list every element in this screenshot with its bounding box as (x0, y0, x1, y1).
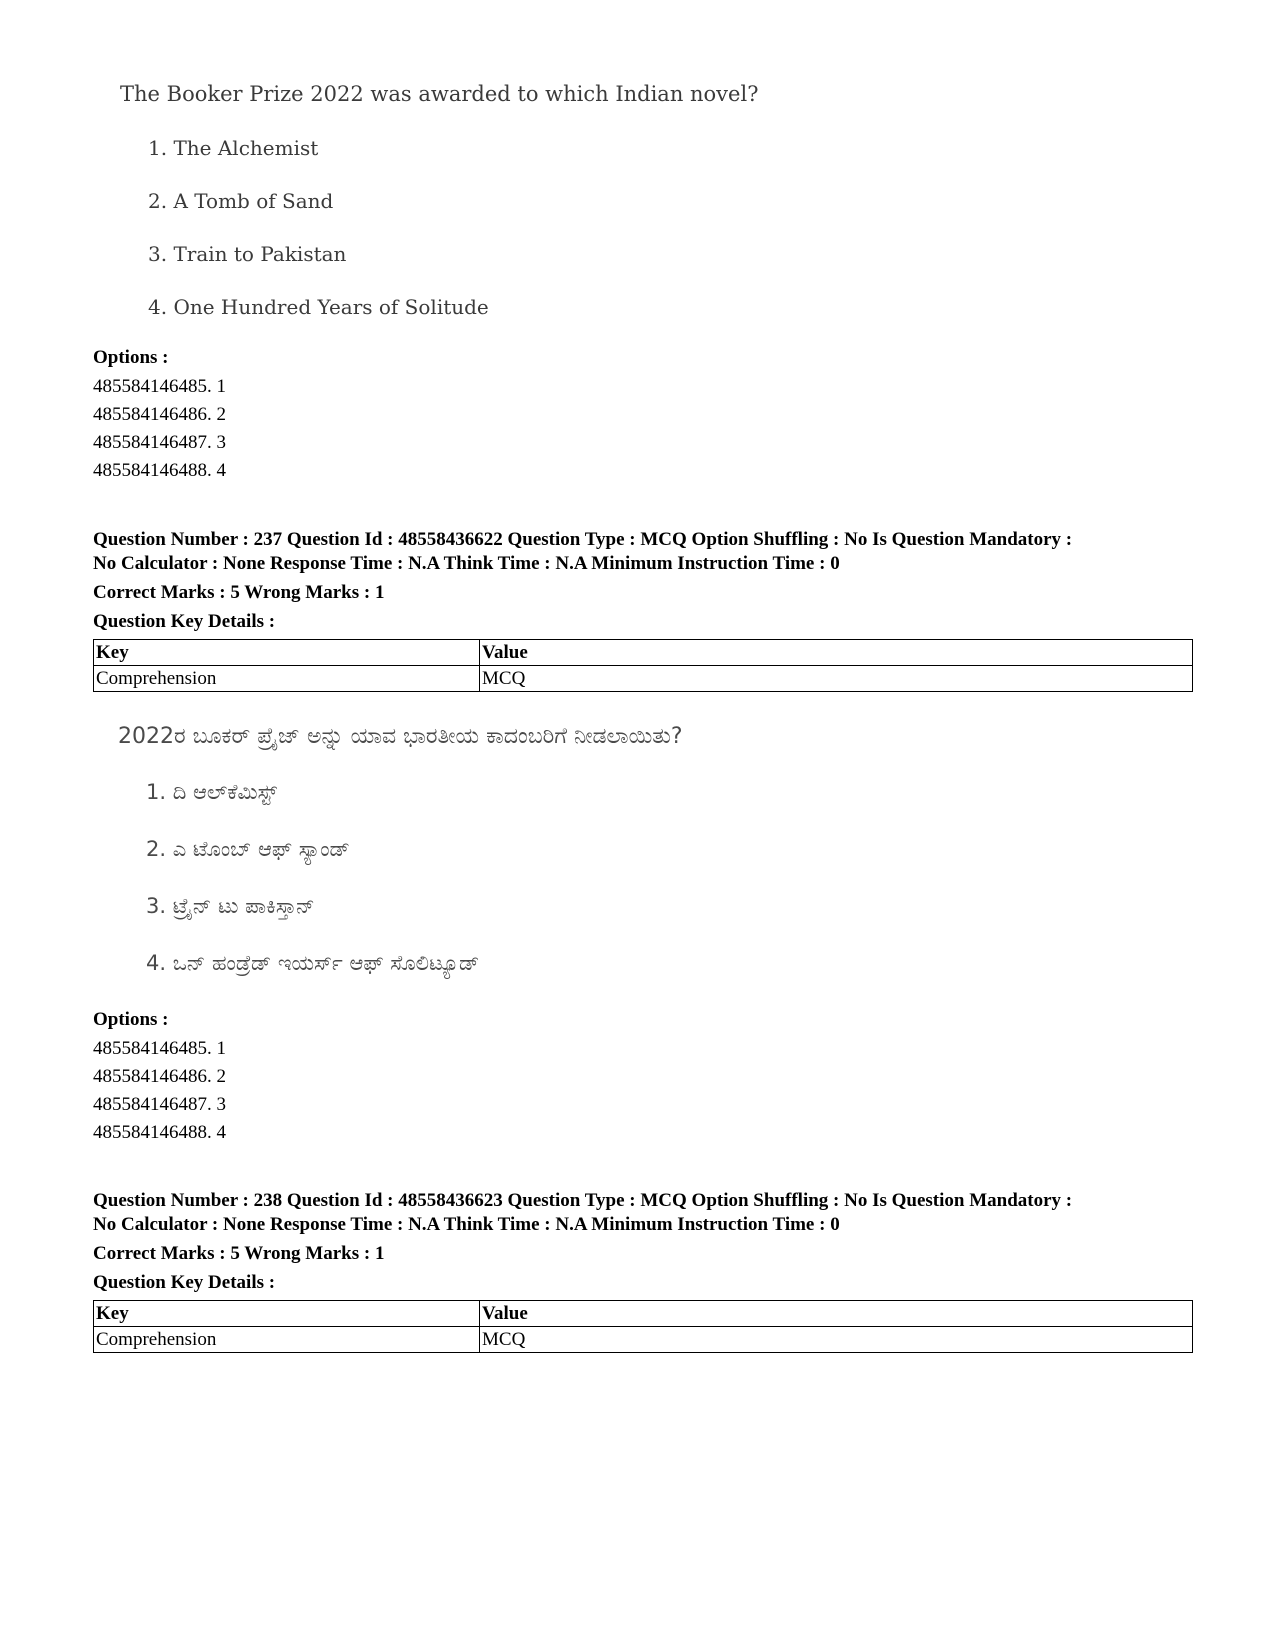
table-header-value: Value (480, 640, 1193, 666)
option-id-2: 485584146486. 2 (93, 404, 226, 425)
table-header-value: Value (480, 1301, 1193, 1327)
table-cell-key: Comprehension (94, 1327, 480, 1353)
option-id-1: 485584146485. 1 (93, 376, 226, 397)
question-meta-line-2: No Calculator : None Response Time : N.A Think Time : N.A Minimum Instruction Time : 0 (93, 553, 840, 574)
question-meta-line-1: Question Number : 237 Question Id : 48558436622 Question Type : MCQ Option Shuffling : No Is Question Mandatory : (93, 529, 1073, 550)
options-label: Options : (93, 1009, 169, 1030)
table-header-row (94, 640, 1193, 666)
question-option-3-kannada: 3. ಟ್ರೈನ್ ಟು ಪಾಕಿಸ್ತಾನ್ (146, 894, 315, 918)
question-option-4: 4. One Hundred Years of Solitude (148, 295, 489, 319)
key-details-label: Question Key Details : (93, 611, 276, 632)
option-id-2: 485584146486. 2 (93, 1066, 226, 1087)
options-label: Options : (93, 347, 169, 368)
question-option-3: 3. Train to Pakistan (148, 242, 347, 266)
options-list (93, 1035, 226, 1147)
question-option-4-kannada: 4. ಒನ್ ಹಂಡ್ರೆಡ್ ಇಯರ್ಸ್ ಆಫ್ ಸೊಲಿಟ್ಯೂಡ್ (146, 951, 480, 975)
marks-line: Correct Marks : 5 Wrong Marks : 1 (93, 582, 385, 603)
question-text: The Booker Prize 2022 was awarded to which Indian novel? (120, 82, 759, 106)
table-row (94, 666, 1193, 692)
table-header-row (94, 1301, 1193, 1327)
question-option-1-kannada: 1. ದಿ ಆಲ್‌ಕೆಮಿಸ್ಟ್ (146, 780, 278, 804)
option-id-1: 485584146485. 1 (93, 1038, 226, 1059)
table-header-key: Key (94, 1301, 480, 1327)
options-list (93, 373, 226, 485)
key-details-label: Question Key Details : (93, 1272, 276, 1293)
question-meta (93, 1189, 1243, 1237)
table-cell-value: MCQ (480, 1327, 1193, 1353)
key-details-table (93, 1300, 1193, 1353)
question-option-1: 1. The Alchemist (148, 136, 319, 160)
table-header-key: Key (94, 640, 480, 666)
marks-line: Correct Marks : 5 Wrong Marks : 1 (93, 1243, 385, 1264)
option-id-3: 485584146487. 3 (93, 1094, 226, 1115)
option-id-4: 485584146488. 4 (93, 1122, 226, 1143)
question-option-2: 2. A Tomb of Sand (148, 189, 334, 213)
question-text-kannada: 2022ರ ಬೂಕರ್ ಪ್ರೈಜ್ ಅನ್ನು ಯಾವ ಭಾರತೀಯ ಕಾದಂಬರಿಗೆ ನೀಡಲಾಯಿತು? (118, 724, 683, 749)
question-option-2-kannada: 2. ಎ ಟೊಂಬ್ ಆಫ್ ಸ್ಯಾಂಡ್ (146, 837, 350, 861)
table-row (94, 1327, 1193, 1353)
table-cell-value: MCQ (480, 666, 1193, 692)
option-id-3: 485584146487. 3 (93, 432, 226, 453)
option-id-4: 485584146488. 4 (93, 460, 226, 481)
table-cell-key: Comprehension (94, 666, 480, 692)
question-meta-line-1: Question Number : 238 Question Id : 48558436623 Question Type : MCQ Option Shuffling : No Is Question Mandatory : (93, 1190, 1073, 1211)
key-details-table (93, 639, 1193, 692)
question-meta-line-2: No Calculator : None Response Time : N.A Think Time : N.A Minimum Instruction Time : 0 (93, 1214, 840, 1235)
question-meta (93, 528, 1243, 576)
